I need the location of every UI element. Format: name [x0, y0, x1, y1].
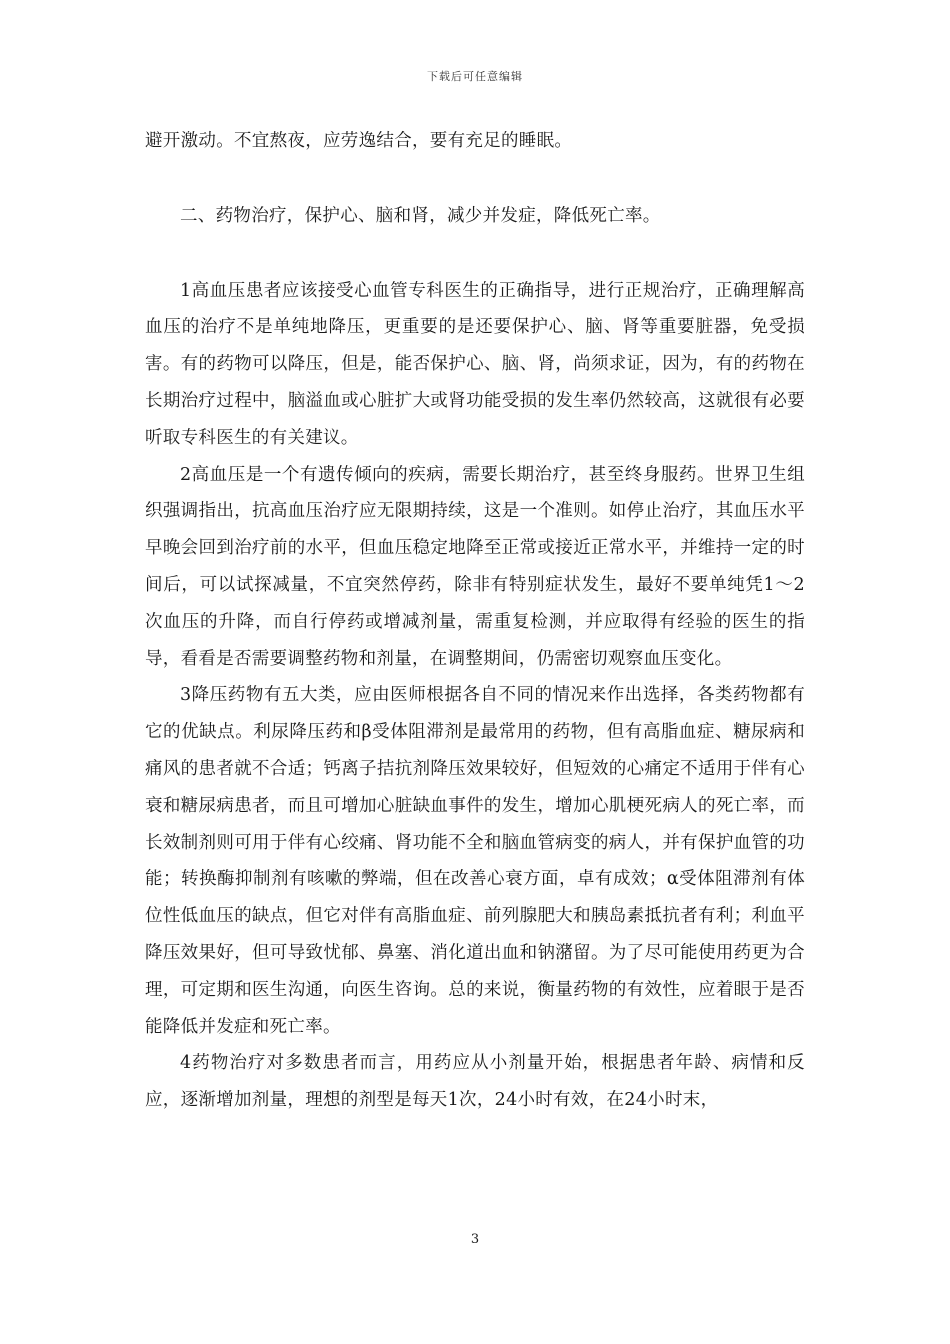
paragraph-item-1: 1高血压患者应该接受心血管专科医生的正确指导，进行正规治疗，正确理解高血压的治疗不是单纯地降压，更重要的是还要保护心、脑、肾等重要脏器，免受损害。有的药物可以降压，但是，能否保护心、脑、肾，尚须求证，因为，有的药物在长期治疗过程中，脑溢血或心脏扩大或肾功能受损的发生率仍然较高，这就很有必要听取专科医生的有关建议。 [145, 280, 805, 448]
section-heading: 二、药物治疗，保护心、脑和肾，减少并发症，降低死亡率。 [180, 205, 661, 226]
paragraph-item-4: 4药物治疗对多数患者而言，用药应从小剂量开始，根据患者年龄、病情和反应，逐渐增加剂量，理想的剂型是每天1次，24小时有效，在24小时末， [145, 1053, 805, 1111]
paragraph-item-3: 3降压药物有五大类，应由医师根据各自不同的情况来作出选择，各类药物都有它的优缺点。利尿降压药和β受体阻滞剂是最常用的药物，但有高脂血症、糖尿病和痛风的患者就不合适；钙离子拮抗剂降压效果较好，但短效的心痛定不适用于伴有心衰和糖尿病患者，而且可增加心脏缺血事件的发生，增加心肌梗死病人的死亡率，而长效制剂则可用于伴有心绞痛、肾功能不全和脑血管病变的病人，并有保护血管的功能；转换酶抑制剂有咳嗽的弊端，但在改善心衰方面，卓有成效；α受体阻滞剂有体位性低血压的缺点，但它对伴有高脂血症、前列腺肥大和胰岛素抵抗者有利；利血平降压效果好，但可导致忧郁、鼻塞、消化道出血和钠潴留。为了尽可能使用药更为合理，可定期和医生沟通，向医生咨询。总的来说，衡量药物的有效性，应着眼于是否能降低并发症和死亡率。 [145, 685, 805, 1037]
paragraph-continuation: 避开激动。不宜熬夜，应劳逸结合，要有充足的睡眠。 [145, 131, 573, 151]
page-number: 3 [470, 1232, 480, 1247]
document-body [145, 123, 805, 1119]
page-header: 下载后可任意编辑 [427, 70, 523, 83]
paragraph-item-2: 2高血压是一个有遗传倾向的疾病，需要长期治疗，甚至终身服药。世界卫生组织强调指出，抗高血压治疗应无限期持续，这是一个准则。如停止治疗，其血压水平早晚会回到治疗前的水平，但血压稳定地降至正常或接近正常水平，并维持一定的时间后，可以试探减量，不宜突然停药，除非有特别症状发生，最好不要单纯凭1～2次血压的升降，而自行停药或增减剂量，需重复检测，并应取得有经验的医生的指导，看看是否需要调整药物和剂量，在调整期间，仍需密切观察血压变化。 [145, 464, 805, 669]
